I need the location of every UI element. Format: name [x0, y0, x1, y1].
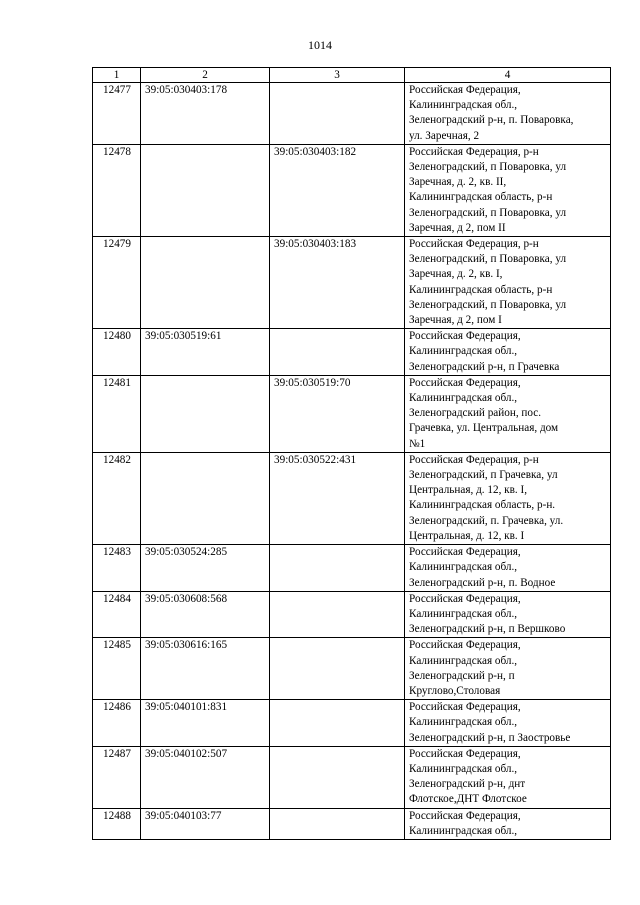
col2-cell: 39:05:030608:568 [141, 591, 270, 638]
table-row [93, 375, 611, 452]
row-number-cell: 12484 [93, 591, 141, 638]
address-cell: Российская Федерация, Калининградская обл., Зеленоградский р-н, днт Флотское,ДНТ Флотское [405, 746, 611, 808]
address-cell: Российская Федерация, Калининградская обл., Зеленоградский р-н, п Заостровье [405, 700, 611, 747]
col2-cell: 39:05:040101:831 [141, 700, 270, 747]
header-cell-2: 2 [141, 68, 270, 83]
address-cell: Российская Федерация, р-н Зеленоградский, п Поваровка, ул Заречная, д. 2, кв. I, Калининградская область, р-н Зеленоградский, п Поваровка, ул Заречная, д 2, пом I [405, 237, 611, 329]
header-cell-1: 1 [93, 68, 141, 83]
col2-cell [141, 375, 270, 452]
col3-cell [270, 700, 405, 747]
row-number-cell: 12479 [93, 237, 141, 329]
col3-cell: 39:05:030522:431 [270, 452, 405, 544]
col3-cell [270, 329, 405, 376]
address-cell: Российская Федерация, Калининградская обл., [405, 808, 611, 839]
col3-cell [270, 808, 405, 839]
address-cell: Российская Федерация, Калининградская обл., Зеленоградский р-н, п Круглово,Столовая [405, 638, 611, 700]
page-number: 1014 [308, 38, 332, 52]
row-number-cell: 12488 [93, 808, 141, 839]
address-cell: Российская Федерация, Калининградская обл., Зеленоградский район, пос. Грачевка, ул. Центральная, дом №1 [405, 375, 611, 452]
table-row [93, 638, 611, 700]
col3-cell [270, 545, 405, 592]
table-row [93, 144, 611, 236]
address-cell: Российская Федерация, Калининградская обл., Зеленоградский р-н, п Грачевка [405, 329, 611, 376]
col2-cell: 39:05:040103:77 [141, 808, 270, 839]
address-cell: Российская Федерация, р-н Зеленоградский, п Грачевка, ул Центральная, д. 12, кв. I, Калининградская область, р-н. Зеленоградский, п. Грачевка, ул. Центральная, д. 12, кв. I [405, 452, 611, 544]
row-number-cell: 12487 [93, 746, 141, 808]
table-row [93, 329, 611, 376]
col2-cell: 39:05:030403:178 [141, 83, 270, 145]
table-row [93, 545, 611, 592]
table-row [93, 237, 611, 329]
table-row [93, 83, 611, 145]
col2-cell: 39:05:030616:165 [141, 638, 270, 700]
row-number-cell: 12486 [93, 700, 141, 747]
row-number-cell: 12482 [93, 452, 141, 544]
col2-cell [141, 237, 270, 329]
table-row [93, 746, 611, 808]
col3-cell: 39:05:030403:182 [270, 144, 405, 236]
col2-cell [141, 144, 270, 236]
table-body [93, 83, 611, 840]
col2-cell [141, 452, 270, 544]
row-number-cell: 12478 [93, 144, 141, 236]
col2-cell: 39:05:030524:285 [141, 545, 270, 592]
row-number-cell: 12481 [93, 375, 141, 452]
row-number-cell: 12477 [93, 83, 141, 145]
col3-cell [270, 591, 405, 638]
col3-cell [270, 746, 405, 808]
table-row [93, 591, 611, 638]
address-cell: Российская Федерация, р-н Зеленоградский, п Поваровка, ул Заречная, д. 2, кв. II, Калининградская область, р-н Зеленоградский, п Поваровка, ул Заречная, д 2, пом II [405, 144, 611, 236]
address-cell: Российская Федерация, Калининградская обл., Зеленоградский р-н, п Вершково [405, 591, 611, 638]
row-number-cell: 12485 [93, 638, 141, 700]
header-cell-4: 4 [405, 68, 611, 83]
col3-cell [270, 638, 405, 700]
table-row [93, 700, 611, 747]
address-cell: Российская Федерация, Калининградская обл., Зеленоградский р-н, п. Водное [405, 545, 611, 592]
address-cell: Российская Федерация, Калининградская обл., Зеленоградский р-н, п. Поваровка, ул. Заречная, 2 [405, 83, 611, 145]
col2-cell: 39:05:040102:507 [141, 746, 270, 808]
col2-cell: 39:05:030519:61 [141, 329, 270, 376]
row-number-cell: 12480 [93, 329, 141, 376]
header-cell-3: 3 [270, 68, 405, 83]
registry-table [92, 67, 611, 840]
table-header [93, 68, 611, 83]
col3-cell: 39:05:030519:70 [270, 375, 405, 452]
col3-cell: 39:05:030403:183 [270, 237, 405, 329]
table-row [93, 452, 611, 544]
col3-cell [270, 83, 405, 145]
row-number-cell: 12483 [93, 545, 141, 592]
table-row [93, 808, 611, 839]
header-row [93, 68, 611, 83]
